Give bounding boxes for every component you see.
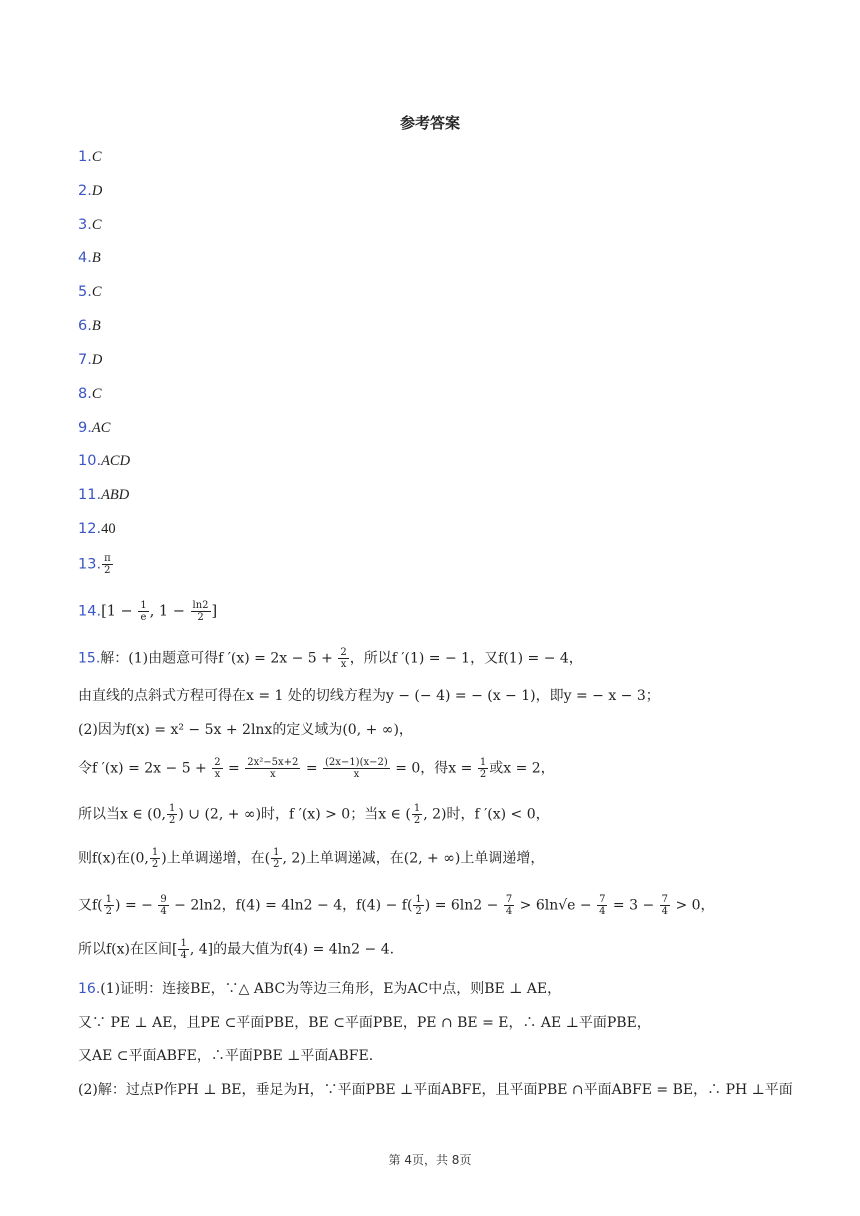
answer-9	[78, 418, 110, 438]
answer-number: 15.	[78, 650, 101, 667]
answer-13	[78, 553, 114, 576]
q16-line-2: 又∵ PE ⊥ AE，且PE ⊂平面PBE，BE ⊂平面PBE，PE ∩ BE = E，∴ AE ⊥平面PBE，	[78, 1015, 651, 1031]
answer-number: 5.	[78, 284, 92, 300]
answer-11	[78, 485, 129, 505]
answer-10	[78, 451, 130, 471]
answer-value: D	[91, 183, 103, 199]
answer-value: ACD	[101, 453, 131, 469]
page-title: 参考答案	[399, 114, 460, 132]
answer-value: ABD	[101, 487, 130, 503]
page-footer: 第 4页，共 8页	[388, 1153, 472, 1167]
answer-number: 9.	[78, 420, 92, 436]
answer-number: 12.	[78, 521, 102, 537]
answer-number: 4.	[78, 250, 92, 266]
q15-line-5: 所以当x ∈ (0, $\frac{1}{2}$ ) ∪ (2, + ∞)时，f ′(x) > 0；当x ∈ ( $\frac{1}{2}$ , 2)时，f ′(x) < 0，	[78, 803, 550, 826]
answer-number: 16.	[78, 981, 101, 997]
q15-line-4: 令f ′(x) = 2x − 5 + $\frac{2}{x}$ = $\frac{\text{2x²−5x+2}}{x}$ = $\frac{(2x-1)(x-2)}{x}$ = 0，得x = $\frac{1}{2}$ 或x = 2，	[78, 757, 555, 780]
answer-number: 3.	[78, 217, 92, 233]
q16-line-1: 16.(1)证明：连接BE，∵△ ABC为等边三角形，E为AC中点，则BE ⊥ AE，	[78, 981, 562, 997]
answer-number: 2.	[78, 183, 92, 199]
q15-line-2: 由直线的点斜式方程可得在x = 1 处的切线方程为y − (− 4) = − (x − 1)，即y = − x − 3；	[78, 688, 660, 704]
answer-number: 8.	[78, 386, 92, 402]
q15-line-8: 所以f(x)在区间[ $\frac{1}{4}$ , 4]的最大值为f(4) = 4ln2 − 4.	[78, 938, 395, 961]
answer-number: 6.	[78, 318, 92, 334]
answer-value: C	[91, 149, 102, 165]
answer-6	[78, 316, 101, 336]
q15-line-3: (2)因为f(x) = x² − 5x + 2lnx的定义域为(0, + ∞)，	[78, 722, 413, 738]
answer-2	[78, 181, 102, 201]
answer-value: C	[91, 386, 102, 402]
answer-number: 14.	[78, 603, 102, 620]
answer-number: 7.	[78, 352, 92, 368]
answer-1	[78, 147, 102, 167]
answer-value: B	[91, 250, 101, 266]
answer-7	[78, 350, 102, 370]
q15-line-1: 15.解：(1)由题意可得f ′(x) = 2x − 5 + $\frac{2}{x}$ ，所以f ′(1) = − 1，又f(1) = − 4，	[78, 647, 583, 670]
q16-line-4: (2)解：过点P作PH ⊥ BE，垂足为H，∵平面PBE ⊥平面ABFE，且平面PBE ∩平面ABFE = BE，∴ PH ⊥平面	[78, 1082, 793, 1098]
answer-4	[78, 248, 101, 268]
answer-number: 1.	[78, 149, 92, 165]
q15-line-7: 又f( $\frac{1}{2}$ ) = − $\frac{9}{4}$ − 2ln2，f(4) = 4ln2 − 4，f(4) − f( $\frac{1}{2}$ ) = 6ln2 − $\frac{7}{4}$ > 6ln√e − $\frac{7}{4}$ = 3 − $\frac{7}{4}$ > 0，	[78, 894, 715, 917]
answer-value: C	[91, 284, 102, 300]
answer-14: 14.[1 − $\frac{1}{e}$ , 1 − $\frac{\ln 2}{2}$ ]	[78, 600, 218, 623]
answer-number: 13.	[78, 556, 102, 573]
answer-3	[78, 215, 102, 235]
answer-8	[78, 384, 102, 404]
q15-line-6: 则f(x)在(0, $\frac{1}{2}$ )上单调递增，在( $\frac{1}{2}$ , 2)上单调递减，在(2, + ∞)上单调递增，	[78, 847, 545, 870]
fraction: $\frac{\pi}{2}$	[104, 553, 111, 576]
answer-value: AC	[91, 420, 111, 436]
answer-5	[78, 282, 102, 302]
answer-number: 11.	[78, 487, 102, 503]
q16-line-3: 又AE ⊂平面ABFE，∴平面PBE ⊥平面ABFE.	[78, 1048, 374, 1064]
answer-12	[78, 519, 116, 539]
answer-value: C	[91, 217, 102, 233]
answer-number: 10.	[78, 453, 102, 469]
answer-value: D	[91, 352, 103, 368]
answer-value: 40	[101, 521, 116, 537]
answer-value: B	[91, 318, 101, 334]
